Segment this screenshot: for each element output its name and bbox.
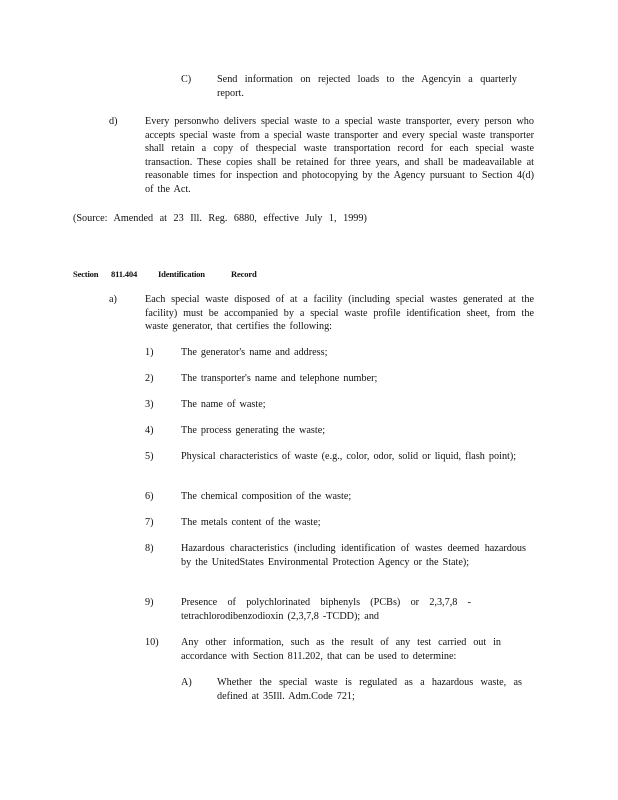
section-label: Section xyxy=(73,269,99,279)
item-text: Every personwho delivers special waste to a special waste transporter, every person who accepts special waste from a special waste transporter and every special waste transporter shall retain a copy of thespecial waste transportation record for each special waste transaction. These copies shall be retained for three years, and shall be madeavailable at reasonable times for inspection and photocopying by the Agency pursuant to Section 4(d) of the Act. xyxy=(145,116,534,195)
section-title: Identification xyxy=(158,269,205,279)
list-item-text: The transporter's name and telephone number; xyxy=(181,373,378,384)
list-item-label: 3) xyxy=(145,399,154,410)
item-label: C) xyxy=(181,74,192,85)
list-item-text: The name of waste; xyxy=(181,399,266,410)
list-item-text: Hazardous characteristics (including identification of wastes deemed hazardous by the UnitedStates Environmental Protection Agency or the State); xyxy=(181,543,526,568)
list-item-text: The chemical composition of the waste; xyxy=(181,491,352,502)
subitem-text: Whether the special waste is regulated as a hazardous waste, as defined at 35Ill. Adm.Code 721; xyxy=(217,677,522,702)
list-item-label: 4) xyxy=(145,425,154,436)
list-item-text: Any other information, such as the result of any test carried out in accordance with Section 811.202, that can be used to determine: xyxy=(181,637,501,662)
list-item-text: Physical characteristics of waste (e.g., color, odor, solid or liquid, flash point); xyxy=(181,451,517,462)
list-item-label: 6) xyxy=(145,491,154,502)
list-item-label: 5) xyxy=(145,451,154,462)
item-label: a) xyxy=(109,294,117,305)
list-item-text: The generator's name and address; xyxy=(181,347,328,358)
list-item-text: The process generating the waste; xyxy=(181,425,326,436)
item-label: d) xyxy=(109,116,118,127)
list-item-label: 7) xyxy=(145,517,154,528)
source-note: (Source: Amended at 23 Ill. Reg. 6880, effective July 1, 1999) xyxy=(73,213,367,224)
section-title-2: Record xyxy=(231,269,257,279)
section-number: 811.404 xyxy=(111,269,138,279)
list-item-text: The metals content of the waste; xyxy=(181,517,321,528)
list-item-text: Presence of polychlorinated biphenyls (PCBs) or 2,3,7,8 - tetrachlorodibenzodioxin (2,3,7,8 -TCDD); and xyxy=(181,597,471,622)
list-item-label: 2) xyxy=(145,373,154,384)
item-text: Each special waste disposed of at a facility (including special wastes generated at the facility) must be accompanied by a special waste profile identification sheet, from the waste generator, that certifies the following: xyxy=(145,294,534,333)
list-item-label: 1) xyxy=(145,347,154,358)
list-item-label: 8) xyxy=(145,543,154,554)
list-item-label: 10) xyxy=(145,637,159,648)
list-item-label: 9) xyxy=(145,597,154,608)
subitem-label: A) xyxy=(181,677,192,688)
item-text: Send information on rejected loads to the Agencyin a quarterly report. xyxy=(217,74,517,99)
